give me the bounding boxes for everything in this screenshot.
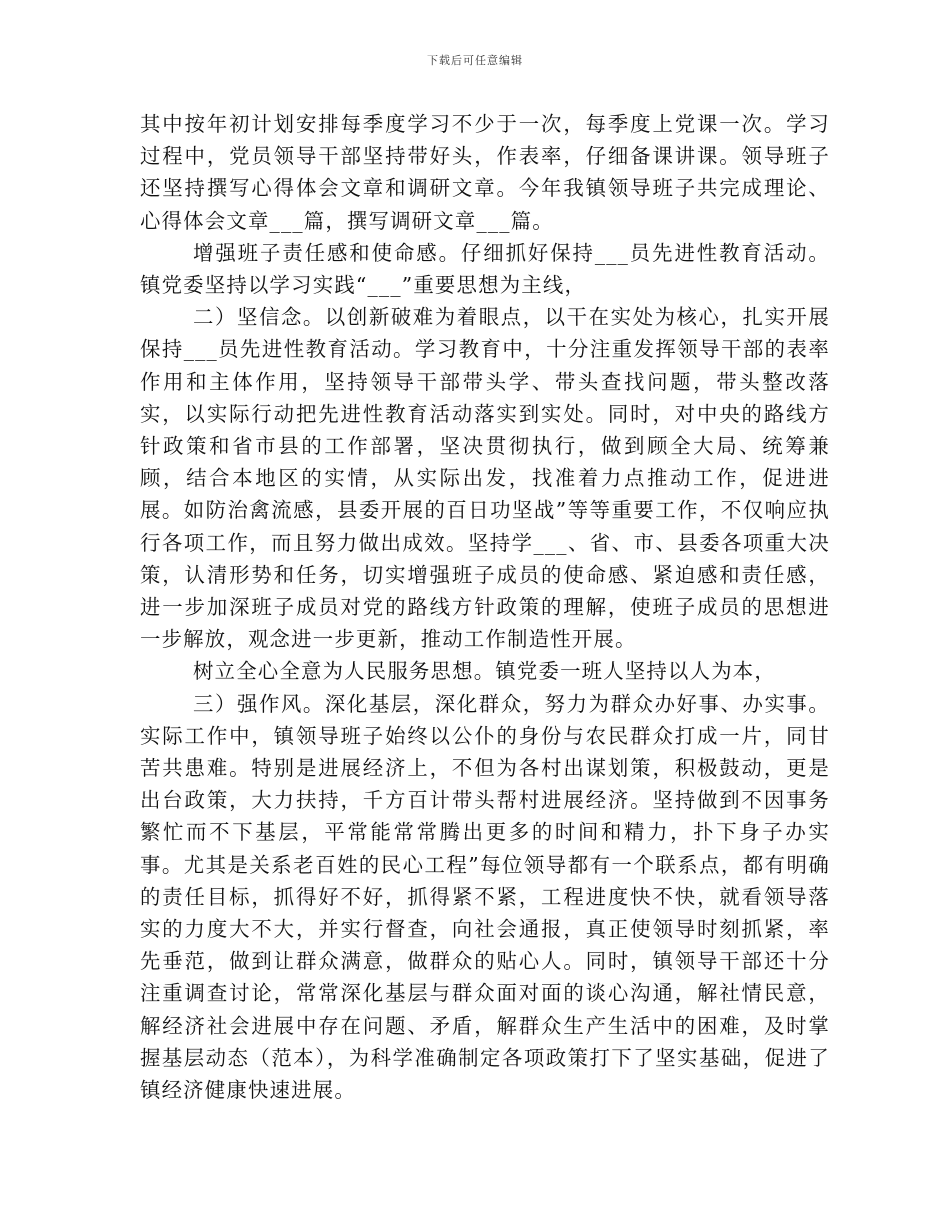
paragraph-3: 二）坚信念。以创新破难为着眼点，以干在实处为核心，扎实开展保持___员先进性教育活动。学习教育中，十分注重发挥领导干部的表率作用和主体作用，坚持领导干部带头学、带头查找问题，带头整改落实，以实际行动把先进性教育活动落实到实处。同时，对中央的路线方针政策和省市县的工作部署，坚决贯彻执行，做到顾全大局、统筹兼顾，结合本地区的实情，从实际出发，找准着力点推动工作，促进进展。如防治禽流感，县委开展的百日功坚战”等等重要工作，不仅响应执行各项工作，而且努力做出成效。坚持学___、省、市、县委各项重大决策，认清形势和任务，切实增强班子成员的使命感、紧迫感和责任感，进一步加深班子成员对党的路线方针政策的理解，使班子成员的思想进一步解放，观念进一步更新，推动工作制造性开展。 [140, 305, 830, 652]
paragraph-5: 三）强作风。深化基层，深化群众，努力为群众办好事、办实事。实际工作中，镇领导班子始终以公仆的身份与农民群众打成一片，同甘苦共患难。特别是进展经济上，不但为各村出谋划策，积极鼓动，更是出台政策，大力扶持，千方百计带头帮村进展经济。坚持做到不因事务繁忙而不下基层，平常能常常腾出更多的时间和精力，扑下身子办实事。尤其是关系老百姓的民心工程”每位领导都有一个联系点，都有明确的责任目标，抓得好不好，抓得紧不紧，工程进度快不快，就看领导落实的力度大不大，并实行督查，向社会通报，真正使领导时刻抓紧，率先垂范，做到让群众满意，做群众的贴心人。同时，镇领导干部还十分注重调查讨论，常常深化基层与群众面对面的谈心沟通，解社情民意，解经济社会进展中存在问题、矛盾，解群众生产生活中的困难，及时掌握基层动态（范本），为科学准确制定各项政策打下了坚实基础，促进了镇经济健康快速进展。 [140, 691, 830, 1103]
page-header: 下载后可任意编辑 [427, 54, 523, 67]
paragraph-1: 其中按年初计划安排每季度学习不少于一次，每季度上党课一次。学习过程中，党员领导干部坚持带好头，作表率，仔细备课讲课。领导班子还坚持撰写心得体会文章和调研文章。今年我镇领导班子共完成理论、心得体会文章___篇，撰写调研文章___篇。 [140, 112, 830, 233]
paragraph-2: 增强班子责任感和使命感。仔细抓好保持___员先进性教育活动。镇党委坚持以学习实践“___”重要思想为主线， [140, 240, 830, 298]
paragraph-4: 树立全心全意为人民服务思想。镇党委一班人坚持以人为本， [193, 659, 776, 684]
document-body [140, 108, 830, 1106]
